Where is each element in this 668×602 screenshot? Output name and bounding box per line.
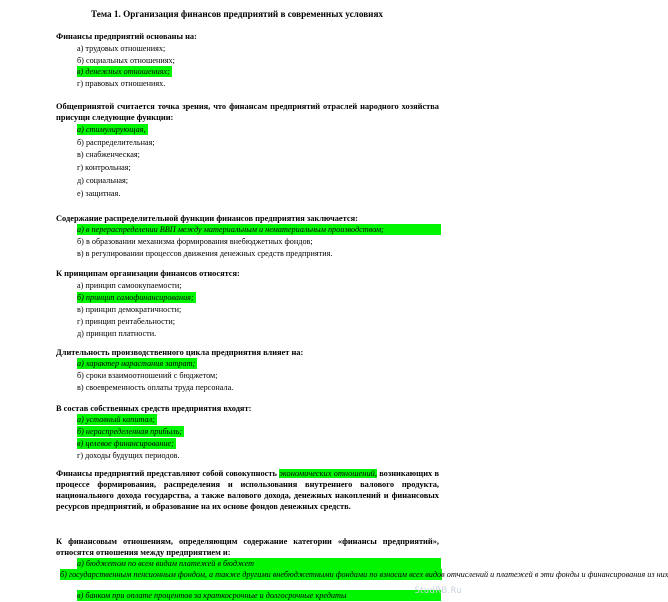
page-title: Тема 1. Организация финансов предприятий в современных условиях — [90, 9, 384, 19]
q6-option-c-answer: в) целевое финансирование; — [77, 439, 174, 448]
q4-option-c: в) принцип демократичности; — [77, 305, 182, 314]
q4-option-e: д) принцип платности. — [77, 329, 157, 338]
q5-option-c: в) своевременность оплаты труда персонала. — [77, 383, 234, 392]
q8-option-a-answer: а) бюджетом по всем видам платежей в бюджет — [77, 558, 441, 569]
question-3: Содержание распределительной функции финансов предприятия заключается: — [56, 214, 358, 223]
q4-option-d: г) принцип рентабельности; — [77, 317, 176, 326]
question-5: Длительность производственного цикла предприятия влияет на: — [56, 348, 304, 357]
q2-option-e: д) социальная; — [77, 176, 129, 185]
q1-option-b: б) социальных отношениях; — [77, 56, 175, 65]
paragraph-7-answer: экономических отношений, — [279, 469, 377, 478]
q3-option-c: в) в регулировании процессов движения денежных средств предприятия. — [77, 249, 333, 258]
watermark-text: StudRB.Ru — [414, 586, 462, 596]
question-6: В состав собственных средств предприятия входят: — [56, 404, 252, 413]
q6-option-b-answer: б) нераспределенная прибыль; — [77, 427, 183, 436]
q1-option-c-answer: в) денежных отношениях; — [77, 67, 170, 76]
q4-option-a: а) принцип самоокупаемости; — [77, 281, 182, 290]
q2-option-a-answer: а) стимулирующая, — [77, 125, 146, 134]
question-1: Финансы предприятий основаны на: — [56, 32, 197, 41]
q4-option-b-answer: б) принцип самофинансирования; — [77, 293, 194, 302]
q6-option-d: г) доходы будущих периодов. — [77, 451, 180, 460]
question-4: К принципам организации финансов относятся: — [56, 269, 240, 278]
paragraph-7 — [56, 468, 439, 512]
q2-option-d: г) контрольная; — [77, 163, 131, 172]
q3-option-a-answer: а) в перераспределении ВВП между материальным и нематериальным производством; — [77, 224, 441, 235]
question-8: К финансовым отношениям, определяющим содержание категории «финансы предприятий», относятся отношения между предприятием и: — [56, 537, 439, 557]
paragraph-7-body: возникающих в процессе формирования, распределения и использования внутреннего валового продукта, национального дохода государства, а также валового дохода, денежных накоплений и финансовых ресурсов предприятий, и образование на их основе фондов денежных средств. — [56, 469, 440, 511]
question-2: Общепринятой считается точка зрения, что финансам предприятий отраслей народного хозяйства присущи следующие функции: — [56, 102, 439, 122]
q8-option-c-answer: в) банком при оплате процентов за краткосрочные и долгосрочные кредиты — [77, 590, 441, 601]
q5-option-a-answer: а) характер нарастания затрат; — [77, 359, 196, 368]
q1-option-d: г) правовых отношениях. — [77, 79, 166, 88]
q2-option-b: б) распределительная; — [77, 138, 155, 147]
q6-option-a-answer: а) уставный капитал; — [77, 415, 155, 424]
q3-option-b: б) в образовании механизма формирования внебюджетных фондов; — [77, 237, 313, 246]
q8-option-b-answer: б) государственным пенсионным фондом, а также другими внебюджетными фондами по взносам всех видов отчислений и платежей в эти фонды и финансирования из них — [60, 570, 668, 579]
paragraph-7-lead: Финансы предприятий представляют собой совокупность — [56, 469, 277, 478]
q5-option-b: б) сроки взаимоотношений с бюджетом; — [77, 371, 218, 380]
q2-option-c: в) снабженческая; — [77, 150, 140, 159]
q1-option-a: а) трудовых отношениях; — [77, 44, 166, 53]
q2-option-f: е) защитная. — [77, 189, 121, 198]
